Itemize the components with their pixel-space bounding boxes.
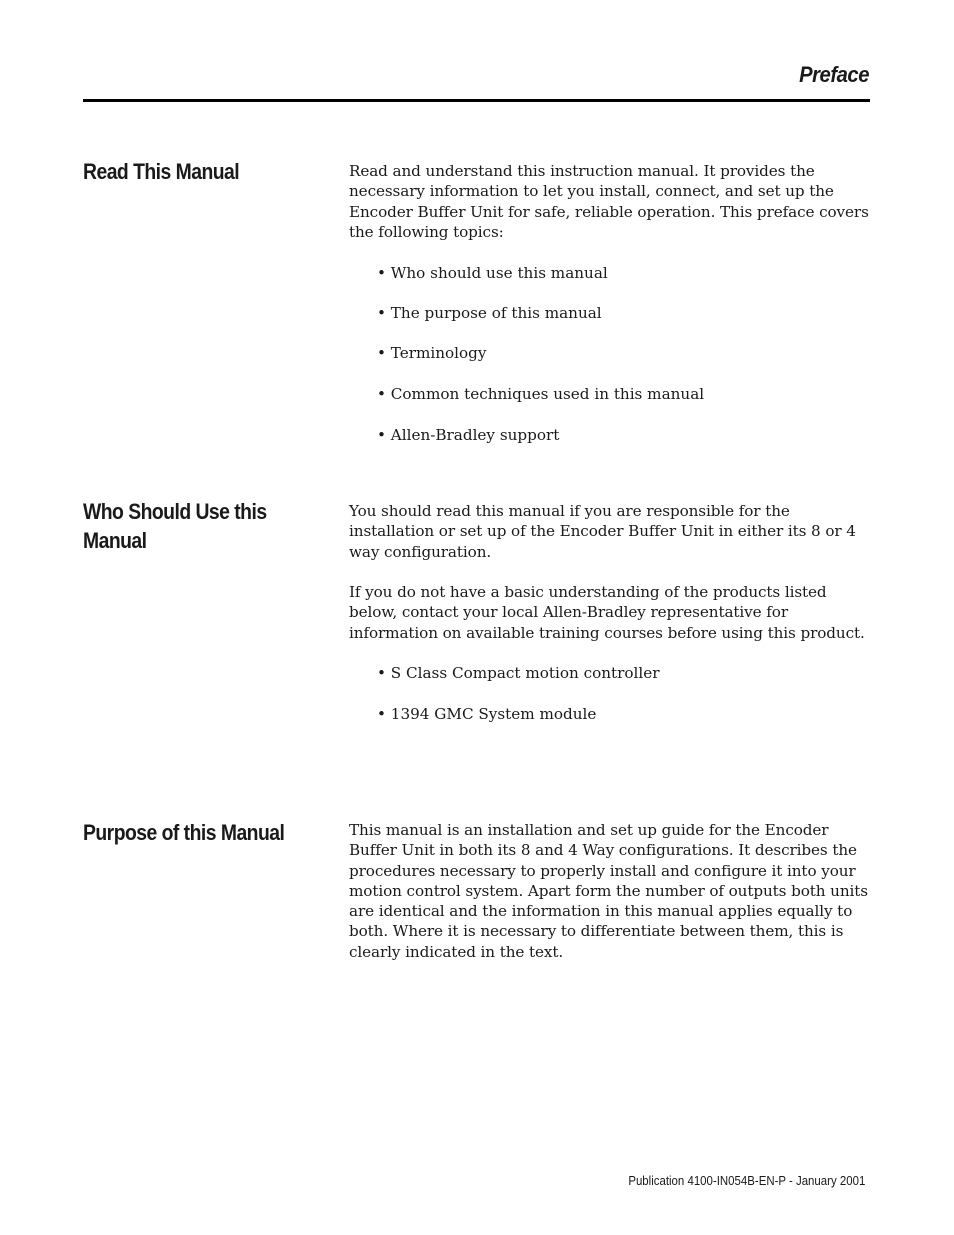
publication-footer: Publication 4100-IN054B-EN-P - January 2001 xyxy=(628,1173,865,1188)
list-item: • The purpose of this manual xyxy=(377,304,602,322)
section-heading-read-this-manual: Read This Manual xyxy=(83,159,240,184)
paragraph: You should read this manual if you are responsible for the installation or set up of the Encoder Buffer Unit in either its 8 or 4 way configuration. xyxy=(349,502,856,561)
section-heading-purpose: Purpose of this Manual xyxy=(83,820,285,845)
header-rule xyxy=(83,99,870,102)
list-item: • Allen-Bradley support xyxy=(377,426,560,444)
paragraph: This manual is an installation and set up guide for the Encoder Buffer Unit in both its 8 and 4 Way configurations. It describes the procedures necessary to properly install and configure it into your motion control system. Apart form the number of outputs both units are identical and the information in this manual applies equally to both. Where it is necessary to differentiate between them, this is clearly indicated in the text. xyxy=(349,821,868,961)
paragraph: If you do not have a basic understanding of the products listed below, contact your local Allen-Bradley representative for information on available training courses before using this product. xyxy=(349,583,865,642)
section-heading-who-should-use: Who Should Use this Manual xyxy=(83,499,267,553)
list-item: • S Class Compact motion controller xyxy=(377,664,660,682)
list-item: • 1394 GMC System module xyxy=(377,705,597,723)
page-title: Preface xyxy=(799,62,869,87)
list-item: • Who should use this manual xyxy=(377,264,608,282)
list-item: • Terminology xyxy=(377,344,487,362)
paragraph: Read and understand this instruction manual. It provides the necessary information to let you install, connect, and set up the Encoder Buffer Unit for safe, reliable operation. This preface covers the following topics: xyxy=(349,162,869,241)
list-item: • Common techniques used in this manual xyxy=(377,385,705,403)
